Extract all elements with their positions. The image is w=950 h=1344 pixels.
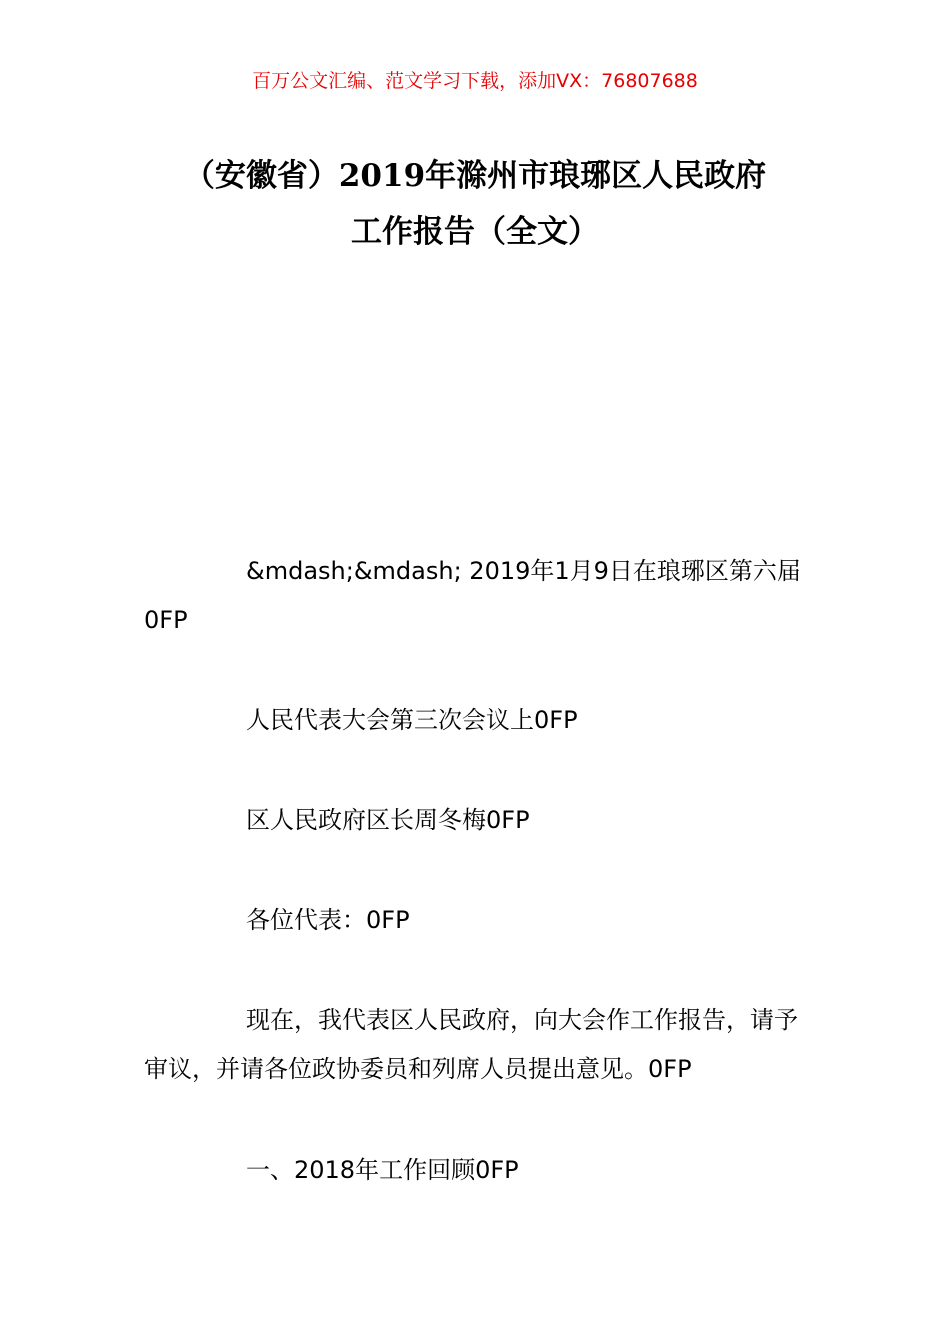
document-title xyxy=(120,148,830,260)
section-heading-review: 一、2018年工作回顾0FP xyxy=(246,1156,519,1184)
paragraph-dateline: &mdash;&mdash; 2019年1月9日在琅琊区第六届0FP xyxy=(144,557,801,634)
document-title-line-2: 工作报告（全文） xyxy=(351,214,599,250)
paragraph-meeting: 人民代表大会第三次会议上0FP xyxy=(246,706,578,734)
paragraph-opening: 现在，我代表区人民政府，向大会作工作报告，请予审议，并请各位政协委员和列席人员提出意见。0FP xyxy=(144,1006,798,1083)
paragraph-speaker: 区人民政府区长周冬梅0FP xyxy=(246,806,530,834)
paragraph-salutation: 各位代表：0FP xyxy=(246,906,410,934)
header-promo-note: 百万公文汇编、范文学习下载，添加VX：76807688 xyxy=(252,70,698,92)
document-title-line-1: （安徽省）2019年滁州市琅琊区人民政府 xyxy=(183,158,767,194)
